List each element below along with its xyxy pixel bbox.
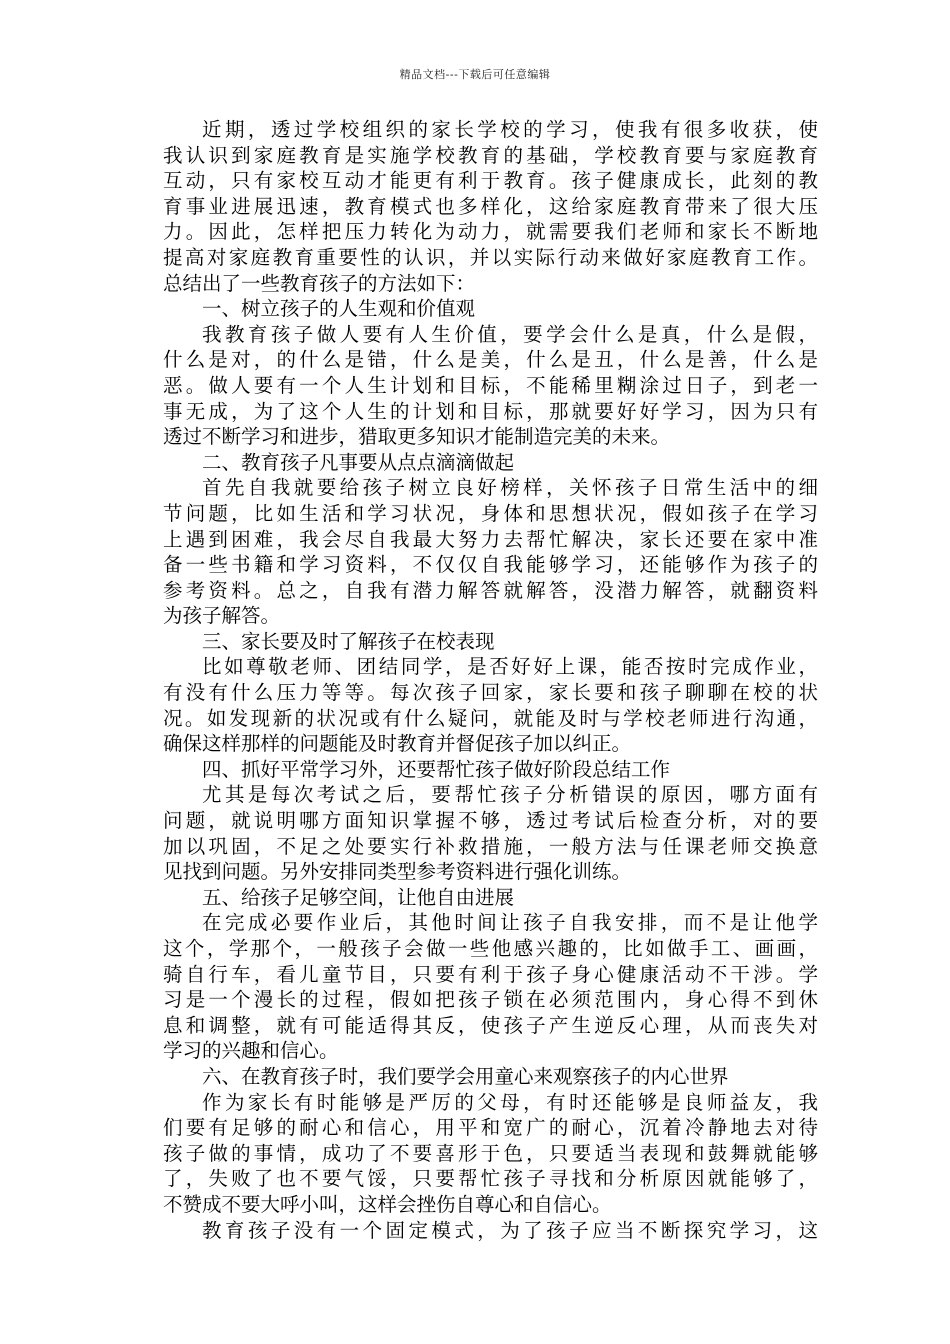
- text-line: 学习的兴趣和信心。: [163, 1039, 339, 1063]
- text-line: 我认识到家庭教育是实施学校教育的基础，学校教育要与家庭教育: [163, 143, 818, 167]
- text-line: 息和调整，就有可能适得其反，使孩子产生逆反心理，从而丧失对: [163, 1013, 818, 1037]
- section-heading: 一、树立孩子的人生观和价值观: [202, 297, 476, 321]
- text-line: 见找到问题。另外安排同类型参考资料进行强化训练。: [163, 860, 632, 884]
- text-line: 透过不断学习和进步，猎取更多知识才能制造完美的未来。: [163, 425, 671, 449]
- text-line: 确保这样那样的问题能及时教育并督促孩子加以纠正。: [163, 732, 632, 756]
- text-line: 们要有足够的耐心和信心，用平和宽广的耐心，沉着冷静地去对待: [163, 1116, 818, 1140]
- section-heading: 四、抓好平常学习外，还要帮忙孩子做好阶段总结工作: [202, 757, 671, 781]
- text-line: 孩子做的事情，成功了不要喜形于色，只要适当表现和鼓舞就能够: [163, 1141, 818, 1165]
- text-line: 比如尊敬老师、团结同学，是否好好上课，能否按时完成作业，: [202, 655, 818, 679]
- text-line: 我教育孩子做人要有人生价值，要学会什么是真，什么是假，: [202, 322, 818, 346]
- section-heading: 三、家长要及时了解孩子在校表现: [202, 629, 495, 653]
- text-line: 不赞成不要大呼小叫，这样会挫伤自尊心和自信心。: [163, 1192, 612, 1216]
- text-line: 加以巩固，不足之处要实行补救措施，一般方法与任课老师交换意: [163, 834, 818, 858]
- text-line: 首先自我就要给孩子树立良好榜样，关怀孩子日常生活中的细: [202, 476, 818, 500]
- text-line: 近期，透过学校组织的家长学校的学习，使我有很多收获，使: [202, 118, 818, 141]
- text-line: 育事业进展迅速，教育模式也多样化，这给家庭教育带来了很大压: [163, 194, 818, 218]
- text-line: 总结出了一些教育孩子的方法如下：: [163, 271, 476, 295]
- text-line: 在完成必要作业后，其他时间让孩子自我安排，而不是让他学: [202, 911, 818, 935]
- section-heading: 五、给孩子足够空间，让他自由进展: [202, 885, 515, 909]
- text-line: 习是一个漫长的过程，假如把孩子锁在必须范围内，身心得不到休: [163, 988, 818, 1012]
- text-line: 了，失败了也不要气馁，只要帮忙孩子寻找和分析原因就能够了，: [163, 1167, 818, 1191]
- text-line: 这个，学那个，一般孩子会做一些他感兴趣的，比如做手工、画画，: [163, 937, 818, 960]
- text-line: 事无成，为了这个人生的计划和目标，那就要好好学习，因为只有: [163, 399, 818, 423]
- page-header: 精品文档---下载后可任意编辑: [399, 68, 551, 81]
- text-line: 节问题，比如生活和学习状况，身体和思想状况，假如孩子在学习: [163, 501, 818, 525]
- document-body: [163, 117, 818, 1243]
- text-line: 互动，只有家校互动才能更有利于教育。孩子健康成长，此刻的教: [163, 169, 818, 193]
- text-line: 提高对家庭教育重要性的认识，并以实际行动来做好家庭教育工作。: [163, 245, 818, 269]
- text-line: 况。如发现新的状况或有什么疑问，就能及时与学校老师进行沟通，: [163, 706, 818, 730]
- text-line: 上遇到困难，我会尽自我最大努力去帮忙解决，家长还要在家中准: [163, 527, 818, 551]
- text-line: 力。因此，怎样把压力转化为动力，就需要我们老师和家长不断地: [163, 220, 818, 244]
- text-line: 什么是对，的什么是错，什么是美，什么是丑，什么是善，什么是: [163, 348, 818, 372]
- text-line: 作为家长有时能够是严厉的父母，有时还能够是良师益友，我: [202, 1090, 818, 1114]
- text-line: 问题，就说明哪方面知识掌握不够，透过考试后检查分析，对的要: [163, 809, 818, 833]
- text-line: 为孩子解答。: [163, 604, 281, 628]
- text-line: 参考资料。总之，自我有潜力解答就解答，没潜力解答，就翻资料: [163, 578, 818, 602]
- section-heading: 六、在教育孩子时，我们要学会用童心来观察孩子的内心世界: [202, 1064, 729, 1088]
- text-line: 骑自行车，看儿童节目，只要有利于孩子身心健康活动不干涉。学: [163, 962, 818, 986]
- text-line: 恶。做人要有一个人生计划和目标，不能稀里糊涂过日子，到老一: [163, 373, 818, 397]
- text-line: 有没有什么压力等等。每次孩子回家，家长要和孩子聊聊在校的状: [163, 681, 818, 705]
- text-line: 尤其是每次考试之后，要帮忙孩子分析错误的原因，哪方面有: [202, 783, 818, 807]
- section-heading: 二、教育孩子凡事要从点点滴滴做起: [202, 450, 515, 474]
- text-line: 教育孩子没有一个固定模式，为了孩子应当不断探究学习，这: [202, 1218, 818, 1242]
- text-line: 备一些书籍和学习资料，不仅仅自我能够学习，还能够作为孩子的: [163, 553, 818, 577]
